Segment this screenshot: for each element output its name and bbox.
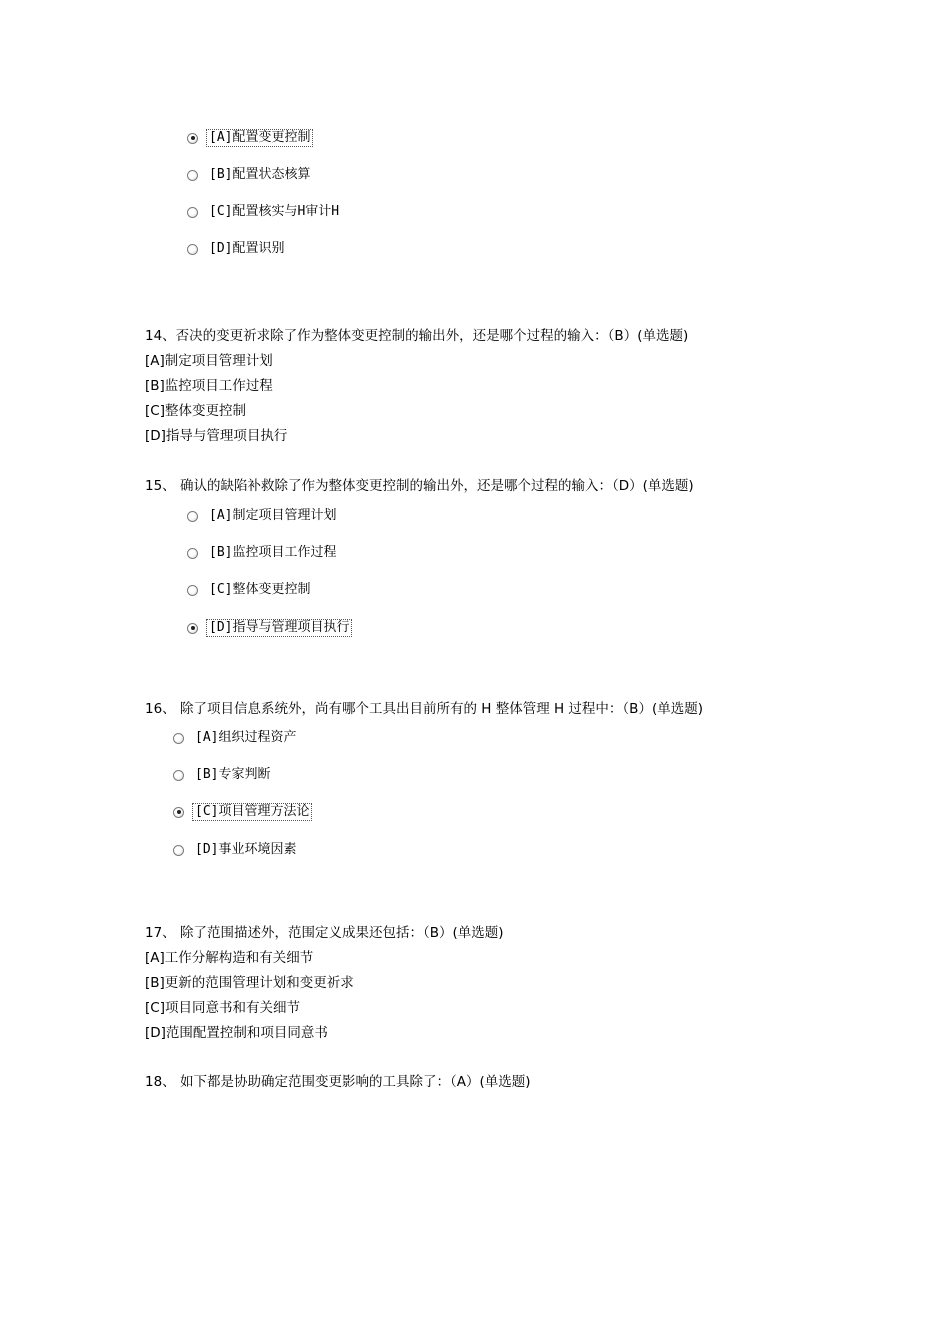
q13-option-c[interactable] [187, 202, 342, 222]
question-14-option-a: [A]制定项目管理计划 [145, 353, 273, 369]
question-17-option-c: [C]项目同意书和有关细节 [145, 1000, 300, 1016]
option-label: [D]配置识别 [209, 241, 285, 256]
radio-button[interactable] [173, 733, 184, 744]
q13-option-d[interactable] [187, 239, 287, 259]
question-14-title: 14、否决的变更祈求除了作为整体变更控制的输出外，还是哪个过程的输入：（B）(单选题) [145, 328, 689, 344]
option-label: [B]配置状态核算 [209, 167, 311, 182]
option-label: [D]事业环境因素 [195, 842, 297, 857]
option-label: [A]组织过程资产 [195, 730, 297, 745]
option-label: [C]整体变更控制 [209, 582, 311, 597]
option-label: [C]配置核实与H审计H [209, 204, 340, 219]
radio-button[interactable] [187, 170, 198, 181]
q15-option-c[interactable] [187, 580, 313, 600]
radio-button[interactable] [173, 770, 184, 781]
radio-button[interactable] [173, 845, 184, 856]
option-label: [B]监控项目工作过程 [209, 545, 337, 560]
q15-option-b[interactable] [187, 543, 339, 563]
q13-option-b[interactable] [187, 165, 313, 185]
question-14-option-d: [D]指导与管理项目执行 [145, 428, 288, 444]
radio-button-checked[interactable] [173, 807, 184, 818]
option-label: [A]制定项目管理计划 [209, 508, 337, 523]
question-16-title: 16、 除了项目信息系统外，尚有哪个工具出目前所有的 H 整体管理 H 过程中：（B）(单选题) [145, 701, 703, 717]
option-label: [B]专家判断 [195, 767, 271, 782]
radio-button[interactable] [187, 511, 198, 522]
radio-button[interactable] [187, 207, 198, 218]
option-label: [D]指导与管理项目执行 [206, 619, 352, 637]
radio-button[interactable] [187, 548, 198, 559]
question-17-option-d: [D]范围配置控制和项目同意书 [145, 1025, 328, 1041]
question-17-title: 17、 除了范围描述外，范围定义成果还包括：（B）(单选题) [145, 925, 504, 941]
q13-option-a[interactable] [187, 128, 313, 148]
q16-option-b[interactable] [173, 765, 273, 785]
radio-button-checked[interactable] [187, 623, 198, 634]
question-14-option-b: [B]监控项目工作过程 [145, 378, 273, 394]
question-17-option-b: [B]更新的范围管理计划和变更祈求 [145, 975, 354, 991]
question-17-option-a: [A]工作分解构造和有关细节 [145, 950, 314, 966]
q15-option-a[interactable] [187, 506, 339, 526]
question-18-title: 18、 如下都是协助确定范围变更影响的工具除了：（A）(单选题) [145, 1074, 531, 1090]
question-14-option-c: [C]整体变更控制 [145, 403, 246, 419]
question-15-title: 15、 确认的缺陷补救除了作为整体变更控制的输出外，还是哪个过程的输入：（D）(单选题) [145, 478, 694, 494]
q16-option-a[interactable] [173, 728, 299, 748]
q16-option-d[interactable] [173, 840, 299, 860]
q16-option-c[interactable] [173, 802, 312, 822]
option-label: [C]项目管理方法论 [192, 803, 312, 821]
radio-button-checked[interactable] [187, 133, 198, 144]
q15-option-d[interactable] [187, 618, 352, 638]
radio-button[interactable] [187, 244, 198, 255]
radio-button[interactable] [187, 585, 198, 596]
option-label: [A]配置变更控制 [206, 129, 313, 147]
